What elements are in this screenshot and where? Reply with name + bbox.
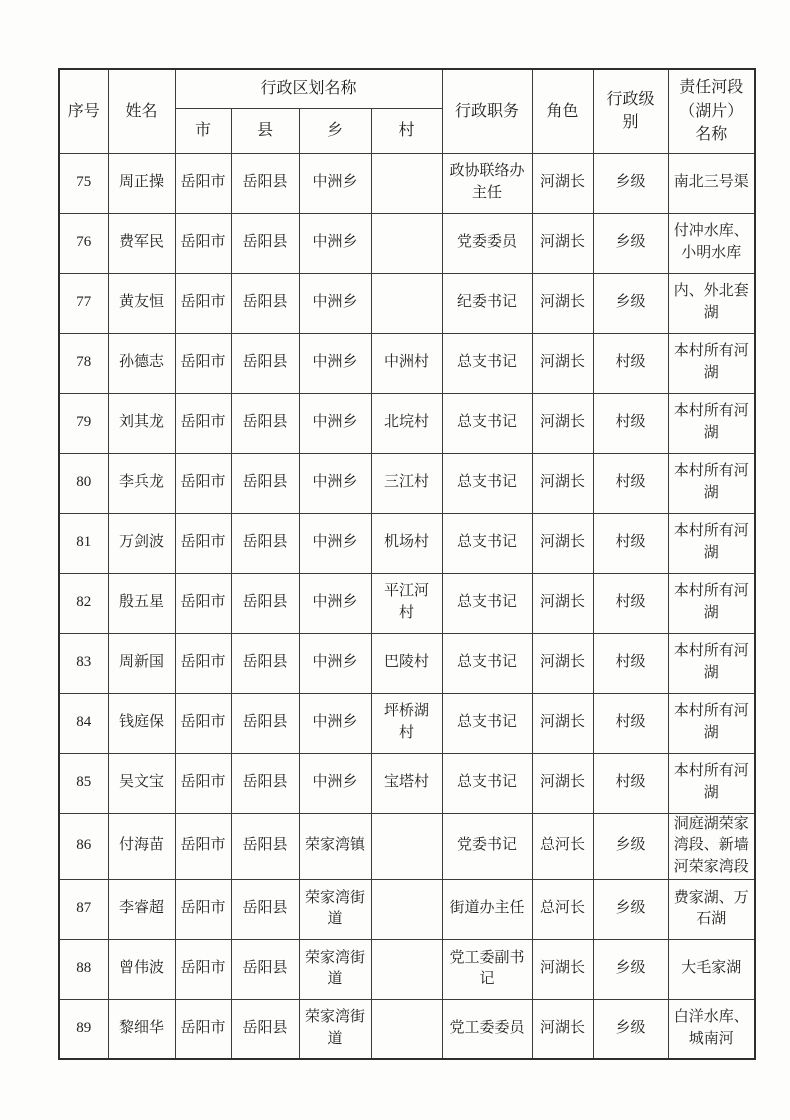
cell-level: 村级 bbox=[593, 393, 668, 453]
cell-position: 总支书记 bbox=[442, 693, 532, 753]
cell-county: 岳阳县 bbox=[231, 453, 299, 513]
cell-no: 77 bbox=[59, 273, 108, 333]
cell-position: 总支书记 bbox=[442, 333, 532, 393]
cell-no: 76 bbox=[59, 213, 108, 273]
cell-name: 黄友恒 bbox=[108, 273, 175, 333]
cell-county: 岳阳县 bbox=[231, 693, 299, 753]
cell-county: 岳阳县 bbox=[231, 273, 299, 333]
header-region-group: 行政区划名称 bbox=[175, 69, 442, 108]
cell-county: 岳阳县 bbox=[231, 513, 299, 573]
cell-role: 河湖长 bbox=[532, 999, 593, 1059]
cell-level: 乡级 bbox=[593, 153, 668, 213]
header-name: 姓名 bbox=[108, 69, 175, 153]
cell-role: 河湖长 bbox=[532, 753, 593, 813]
cell-section: 洞庭湖荣家湾段、新墙河荣家湾段 bbox=[668, 813, 755, 879]
cell-position: 总支书记 bbox=[442, 513, 532, 573]
cell-position: 党委书记 bbox=[442, 813, 532, 879]
cell-village: 坪桥湖村 bbox=[371, 693, 442, 753]
cell-city: 岳阳市 bbox=[175, 333, 231, 393]
table-row bbox=[59, 393, 755, 453]
table-row bbox=[59, 333, 755, 393]
table-row bbox=[59, 813, 755, 879]
cell-name: 费军民 bbox=[108, 213, 175, 273]
cell-section: 本村所有河湖 bbox=[668, 693, 755, 753]
cell-level: 乡级 bbox=[593, 813, 668, 879]
cell-village: 北垸村 bbox=[371, 393, 442, 453]
cell-village: 中洲村 bbox=[371, 333, 442, 393]
cell-city: 岳阳市 bbox=[175, 999, 231, 1059]
header-township: 乡 bbox=[299, 108, 371, 153]
cell-name: 钱庭保 bbox=[108, 693, 175, 753]
cell-township: 中洲乡 bbox=[299, 693, 371, 753]
cell-no: 80 bbox=[59, 453, 108, 513]
cell-position: 总支书记 bbox=[442, 753, 532, 813]
cell-village bbox=[371, 273, 442, 333]
cell-section: 内、外北套湖 bbox=[668, 273, 755, 333]
cell-city: 岳阳市 bbox=[175, 213, 231, 273]
cell-position: 总支书记 bbox=[442, 393, 532, 453]
cell-no: 86 bbox=[59, 813, 108, 879]
cell-role: 河湖长 bbox=[532, 273, 593, 333]
cell-role: 河湖长 bbox=[532, 513, 593, 573]
cell-city: 岳阳市 bbox=[175, 393, 231, 453]
cell-county: 岳阳县 bbox=[231, 999, 299, 1059]
cell-village: 三江村 bbox=[371, 453, 442, 513]
table-row bbox=[59, 453, 755, 513]
cell-section: 本村所有河湖 bbox=[668, 453, 755, 513]
cell-position: 总支书记 bbox=[442, 633, 532, 693]
cell-role: 河湖长 bbox=[532, 393, 593, 453]
cell-level: 乡级 bbox=[593, 273, 668, 333]
cell-city: 岳阳市 bbox=[175, 153, 231, 213]
table-row bbox=[59, 273, 755, 333]
cell-village bbox=[371, 999, 442, 1059]
cell-township: 中洲乡 bbox=[299, 573, 371, 633]
cell-section: 本村所有河湖 bbox=[668, 513, 755, 573]
cell-township: 荣家湾镇 bbox=[299, 813, 371, 879]
cell-village bbox=[371, 939, 442, 999]
cell-county: 岳阳县 bbox=[231, 393, 299, 453]
cell-level: 村级 bbox=[593, 693, 668, 753]
cell-township: 中洲乡 bbox=[299, 633, 371, 693]
header-city: 市 bbox=[175, 108, 231, 153]
cell-role: 河湖长 bbox=[532, 213, 593, 273]
cell-city: 岳阳市 bbox=[175, 513, 231, 573]
cell-position: 政协联络办主任 bbox=[442, 153, 532, 213]
cell-township: 荣家湾街道 bbox=[299, 879, 371, 939]
cell-township: 中洲乡 bbox=[299, 393, 371, 453]
table-row bbox=[59, 513, 755, 573]
cell-section: 白洋水库、城南河 bbox=[668, 999, 755, 1059]
cell-level: 乡级 bbox=[593, 999, 668, 1059]
cell-village: 宝塔村 bbox=[371, 753, 442, 813]
cell-position: 党工委委员 bbox=[442, 999, 532, 1059]
cell-county: 岳阳县 bbox=[231, 879, 299, 939]
cell-section: 本村所有河湖 bbox=[668, 333, 755, 393]
cell-level: 乡级 bbox=[593, 939, 668, 999]
cell-role: 河湖长 bbox=[532, 633, 593, 693]
cell-no: 89 bbox=[59, 999, 108, 1059]
cell-county: 岳阳县 bbox=[231, 333, 299, 393]
header-role: 角色 bbox=[532, 69, 593, 153]
table-row bbox=[59, 753, 755, 813]
cell-level: 村级 bbox=[593, 333, 668, 393]
cell-name: 孙德志 bbox=[108, 333, 175, 393]
cell-role: 河湖长 bbox=[532, 453, 593, 513]
cell-section: 费家湖、万石湖 bbox=[668, 879, 755, 939]
cell-no: 83 bbox=[59, 633, 108, 693]
cell-position: 党委委员 bbox=[442, 213, 532, 273]
cell-level: 村级 bbox=[593, 633, 668, 693]
header-section: 责任河段（湖片）名称 bbox=[668, 69, 755, 153]
table-body bbox=[59, 153, 755, 1059]
cell-level: 村级 bbox=[593, 513, 668, 573]
cell-village bbox=[371, 153, 442, 213]
cell-name: 李兵龙 bbox=[108, 453, 175, 513]
cell-level: 乡级 bbox=[593, 879, 668, 939]
cell-township: 中洲乡 bbox=[299, 273, 371, 333]
cell-township: 荣家湾街道 bbox=[299, 939, 371, 999]
cell-level: 村级 bbox=[593, 453, 668, 513]
cell-position: 总支书记 bbox=[442, 573, 532, 633]
header-village: 村 bbox=[371, 108, 442, 153]
cell-position: 纪委书记 bbox=[442, 273, 532, 333]
cell-role: 河湖长 bbox=[532, 153, 593, 213]
header-position: 行政职务 bbox=[442, 69, 532, 153]
cell-name: 黎细华 bbox=[108, 999, 175, 1059]
cell-city: 岳阳市 bbox=[175, 573, 231, 633]
cell-role: 总河长 bbox=[532, 813, 593, 879]
cell-city: 岳阳市 bbox=[175, 633, 231, 693]
cell-section: 本村所有河湖 bbox=[668, 753, 755, 813]
cell-village: 机场村 bbox=[371, 513, 442, 573]
table-row bbox=[59, 153, 755, 213]
cell-village bbox=[371, 813, 442, 879]
cell-no: 82 bbox=[59, 573, 108, 633]
cell-county: 岳阳县 bbox=[231, 753, 299, 813]
cell-village: 平江河村 bbox=[371, 573, 442, 633]
cell-city: 岳阳市 bbox=[175, 939, 231, 999]
cell-no: 75 bbox=[59, 153, 108, 213]
cell-county: 岳阳县 bbox=[231, 153, 299, 213]
table-row bbox=[59, 939, 755, 999]
table-row bbox=[59, 879, 755, 939]
cell-role: 河湖长 bbox=[532, 573, 593, 633]
cell-name: 殷五星 bbox=[108, 573, 175, 633]
cell-village bbox=[371, 213, 442, 273]
cell-village bbox=[371, 879, 442, 939]
table-row bbox=[59, 693, 755, 753]
cell-section: 本村所有河湖 bbox=[668, 393, 755, 453]
cell-no: 85 bbox=[59, 753, 108, 813]
cell-township: 荣家湾街道 bbox=[299, 999, 371, 1059]
cell-township: 中洲乡 bbox=[299, 213, 371, 273]
table-row bbox=[59, 999, 755, 1059]
cell-city: 岳阳市 bbox=[175, 813, 231, 879]
cell-name: 周正操 bbox=[108, 153, 175, 213]
header-level: 行政级别 bbox=[593, 69, 668, 153]
cell-no: 84 bbox=[59, 693, 108, 753]
cell-name: 曾伟波 bbox=[108, 939, 175, 999]
table-row bbox=[59, 213, 755, 273]
cell-city: 岳阳市 bbox=[175, 879, 231, 939]
cell-name: 周新国 bbox=[108, 633, 175, 693]
cell-county: 岳阳县 bbox=[231, 213, 299, 273]
cell-city: 岳阳市 bbox=[175, 753, 231, 813]
cell-county: 岳阳县 bbox=[231, 939, 299, 999]
cell-village: 巴陵村 bbox=[371, 633, 442, 693]
cell-section: 南北三号渠 bbox=[668, 153, 755, 213]
cell-section: 大毛家湖 bbox=[668, 939, 755, 999]
cell-position: 党工委副书记 bbox=[442, 939, 532, 999]
cell-role: 河湖长 bbox=[532, 693, 593, 753]
cell-township: 中洲乡 bbox=[299, 453, 371, 513]
cell-county: 岳阳县 bbox=[231, 813, 299, 879]
table-row bbox=[59, 633, 755, 693]
cell-position: 街道办主任 bbox=[442, 879, 532, 939]
header-county: 县 bbox=[231, 108, 299, 153]
cell-township: 中洲乡 bbox=[299, 753, 371, 813]
cell-role: 河湖长 bbox=[532, 333, 593, 393]
cell-name: 付海苗 bbox=[108, 813, 175, 879]
cell-county: 岳阳县 bbox=[231, 573, 299, 633]
cell-no: 81 bbox=[59, 513, 108, 573]
cell-township: 中洲乡 bbox=[299, 153, 371, 213]
cell-section: 本村所有河湖 bbox=[668, 573, 755, 633]
cell-role: 河湖长 bbox=[532, 939, 593, 999]
cell-city: 岳阳市 bbox=[175, 273, 231, 333]
cell-township: 中洲乡 bbox=[299, 333, 371, 393]
header-no: 序号 bbox=[59, 69, 108, 153]
cell-section: 本村所有河湖 bbox=[668, 633, 755, 693]
table-header bbox=[59, 69, 755, 153]
cell-role: 总河长 bbox=[532, 879, 593, 939]
cell-no: 79 bbox=[59, 393, 108, 453]
cell-city: 岳阳市 bbox=[175, 453, 231, 513]
cell-level: 村级 bbox=[593, 573, 668, 633]
cell-name: 万剑波 bbox=[108, 513, 175, 573]
cell-position: 总支书记 bbox=[442, 453, 532, 513]
cell-name: 吴文宝 bbox=[108, 753, 175, 813]
cell-name: 刘其龙 bbox=[108, 393, 175, 453]
cell-county: 岳阳县 bbox=[231, 633, 299, 693]
table-row bbox=[59, 573, 755, 633]
cell-section: 付冲水库、小明水库 bbox=[668, 213, 755, 273]
cell-no: 88 bbox=[59, 939, 108, 999]
river-chief-table bbox=[58, 68, 756, 1060]
cell-name: 李睿超 bbox=[108, 879, 175, 939]
cell-no: 78 bbox=[59, 333, 108, 393]
cell-level: 村级 bbox=[593, 753, 668, 813]
cell-no: 87 bbox=[59, 879, 108, 939]
cell-level: 乡级 bbox=[593, 213, 668, 273]
cell-township: 中洲乡 bbox=[299, 513, 371, 573]
cell-city: 岳阳市 bbox=[175, 693, 231, 753]
